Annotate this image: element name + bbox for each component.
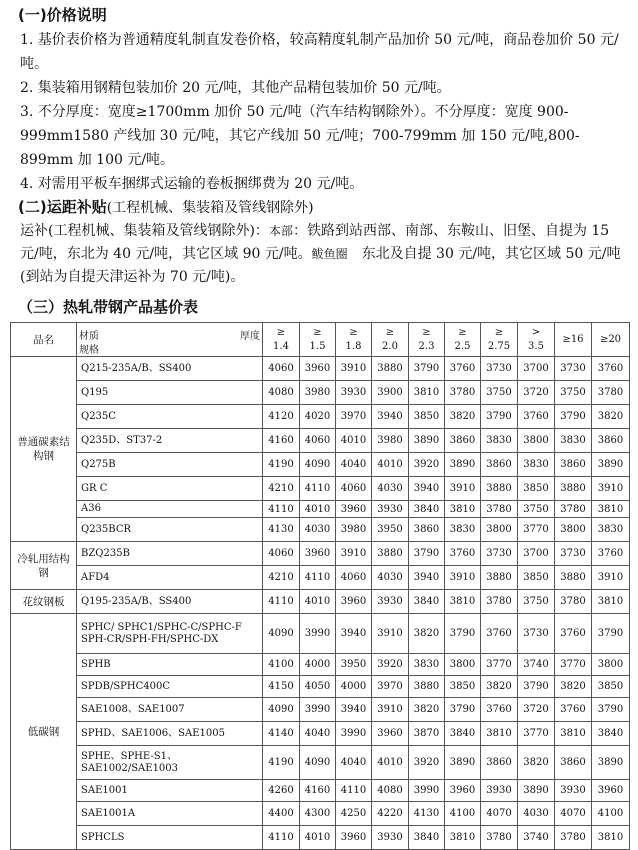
price-cell: 3770 xyxy=(518,518,555,542)
price-cell: 3730 xyxy=(481,542,518,566)
price-cell: 3820 xyxy=(555,676,592,698)
price-cell: 4210 xyxy=(263,566,300,590)
table-row xyxy=(11,802,630,826)
price-cell: 4110 xyxy=(336,780,372,802)
price-cell: 3720 xyxy=(518,381,555,405)
section3-title: （三）热轧带钢产品基价表 xyxy=(18,298,199,316)
price-cell: 4070 xyxy=(555,802,592,826)
header-col-symbol: ≥ xyxy=(276,326,286,338)
price-cell: 3880 xyxy=(372,357,409,381)
header-material: 材质 xyxy=(79,330,99,342)
price-cell: 4030 xyxy=(372,566,409,590)
price-cell: 3790 xyxy=(409,542,445,566)
price-cell: 3830 xyxy=(409,654,445,676)
price-cell: 4090 xyxy=(300,453,336,477)
table-row xyxy=(11,566,630,590)
material-spec: SPDB/SPHC400C xyxy=(77,676,263,698)
price-cell: 3960 xyxy=(300,357,336,381)
price-cell: 3760 xyxy=(481,698,518,722)
price-cell: 3960 xyxy=(336,590,372,614)
price-cell: 4100 xyxy=(263,654,300,676)
price-cell: 4010 xyxy=(372,453,409,477)
price-cell: 3990 xyxy=(300,614,336,654)
price-cell: 3780 xyxy=(481,501,518,518)
header-spec: 规格 xyxy=(79,344,99,356)
price-cell: 3800 xyxy=(592,654,630,676)
price-cell: 3820 xyxy=(409,614,445,654)
section1-title: (一)价格说明 xyxy=(18,6,107,24)
price-cell: 3780 xyxy=(481,590,518,614)
price-cell: 3790 xyxy=(592,614,630,654)
price-cell: 3950 xyxy=(336,654,372,676)
price-cell: 3830 xyxy=(445,518,481,542)
material-spec: A36 xyxy=(77,501,263,518)
price-note-1: 1. 基价表价格为普通精度轧制直发卷价格，较高精度轧制产品加价 50 元/吨，商品卷加价 50 元/吨。 xyxy=(20,32,619,72)
price-cell: 4130 xyxy=(263,518,300,542)
price-cell: 4130 xyxy=(409,802,445,826)
bayuquan-label: 鲅鱼圈 xyxy=(311,247,348,261)
price-cell: 3740 xyxy=(518,826,555,850)
price-cell: 3840 xyxy=(445,722,481,746)
material-spec: Q215-235A/B、SS400 xyxy=(77,357,263,381)
price-cell: 3790 xyxy=(555,405,592,429)
price-cell: 3850 xyxy=(409,405,445,429)
price-cell: 3940 xyxy=(336,698,372,722)
price-cell: 3810 xyxy=(445,826,481,850)
material-spec: SAE1001A xyxy=(77,802,263,826)
price-cell: 3800 xyxy=(518,429,555,453)
header-col-symbol: ≥16 xyxy=(562,333,584,345)
price-cell: 3760 xyxy=(445,357,481,381)
price-cell: 3980 xyxy=(300,381,336,405)
material-spec: SPHB xyxy=(77,654,263,676)
price-cell: 4030 xyxy=(372,477,409,501)
price-cell: 3880 xyxy=(481,566,518,590)
price-cell: 3730 xyxy=(555,357,592,381)
price-cell: 3780 xyxy=(481,826,518,850)
price-cell: 4110 xyxy=(263,501,300,518)
header-thickness-col xyxy=(592,323,630,357)
price-cell: 4020 xyxy=(300,405,336,429)
header-col-symbol: ≥ xyxy=(313,326,322,338)
price-cell: 3930 xyxy=(372,590,409,614)
freight-subsidy-text xyxy=(20,220,622,289)
price-cell: 4030 xyxy=(518,802,555,826)
table-row xyxy=(11,542,630,566)
price-note-2: 2. 集装箱用钢精包装加价 20 元/吨，其他产品精包装加价 50 元/吨。 xyxy=(20,80,451,96)
price-cell: 3780 xyxy=(555,590,592,614)
header-col-symbol: ≥ xyxy=(349,326,358,338)
table-row xyxy=(11,405,630,429)
price-cell: 3880 xyxy=(372,542,409,566)
header-col-value: 2.75 xyxy=(487,340,511,352)
price-cell: 3920 xyxy=(372,654,409,676)
price-cell: 3970 xyxy=(336,405,372,429)
header-thickness-col xyxy=(409,323,445,357)
price-cell: 3840 xyxy=(409,590,445,614)
material-spec: Q235D、ST37-2 xyxy=(77,429,263,453)
price-cell: 4040 xyxy=(300,722,336,746)
price-cell: 4070 xyxy=(481,802,518,826)
price-cell: 3890 xyxy=(445,453,481,477)
price-cell: 3910 xyxy=(445,566,481,590)
price-cell: 3790 xyxy=(592,698,630,722)
price-cell: 3750 xyxy=(555,381,592,405)
price-cell: 4120 xyxy=(263,405,300,429)
price-cell: 3790 xyxy=(445,698,481,722)
material-spec: Q195 xyxy=(77,381,263,405)
material-spec: Q275B xyxy=(77,453,263,477)
material-spec: SPHD、SAE1006、SAE1005 xyxy=(77,722,263,746)
price-cell: 3930 xyxy=(555,780,592,802)
table-row xyxy=(11,780,630,802)
price-cell: 4400 xyxy=(263,802,300,826)
price-cell: 3930 xyxy=(372,826,409,850)
price-cell: 3790 xyxy=(481,405,518,429)
header-col-symbol: ≥ xyxy=(422,326,431,338)
header-thickness-col xyxy=(445,323,481,357)
price-cell: 3860 xyxy=(481,746,518,780)
price-cell: 4010 xyxy=(372,746,409,780)
header-thickness-col xyxy=(518,323,555,357)
price-cell: 3970 xyxy=(372,676,409,698)
price-cell: 4040 xyxy=(336,746,372,780)
price-cell: 4210 xyxy=(263,477,300,501)
material-spec: Q235C xyxy=(77,405,263,429)
price-cell: 4190 xyxy=(263,453,300,477)
table-row xyxy=(11,381,630,405)
header-col-value: 1.4 xyxy=(273,340,289,352)
price-cell: 3860 xyxy=(592,429,630,453)
header-col-value: 2.5 xyxy=(454,340,471,352)
header-thickness-col xyxy=(300,323,336,357)
header-col-symbol: ≥ xyxy=(458,326,467,338)
price-cell: 3760 xyxy=(555,698,592,722)
price-cell: 3930 xyxy=(372,501,409,518)
price-cell: 4140 xyxy=(263,722,300,746)
price-cell: 3730 xyxy=(481,357,518,381)
price-cell: 3910 xyxy=(336,542,372,566)
price-cell: 3770 xyxy=(555,654,592,676)
price-cell: 3790 xyxy=(518,676,555,698)
price-cell: 3750 xyxy=(518,590,555,614)
price-cell: 4110 xyxy=(300,566,336,590)
price-cell: 3810 xyxy=(445,501,481,518)
price-cell: 3930 xyxy=(481,780,518,802)
header-col-symbol: ≥ xyxy=(385,326,395,338)
price-cell: 3960 xyxy=(336,501,372,518)
header-thickness-col xyxy=(336,323,372,357)
price-cell: 3840 xyxy=(409,826,445,850)
freight-subsidy-bayuquan: 东北及自提 30 元/吨，其它区域 50 元/吨(到站为自提天津运补为 70 元/吨)。 xyxy=(20,246,621,285)
price-cell: 3790 xyxy=(445,614,481,654)
price-cell: 3810 xyxy=(592,826,630,850)
price-cell: 3830 xyxy=(518,453,555,477)
price-cell: 3810 xyxy=(445,590,481,614)
product-category: 普通碳素结构钢 xyxy=(11,357,77,542)
price-cell: 3780 xyxy=(445,381,481,405)
price-cell: 4030 xyxy=(300,518,336,542)
header-thickness-col xyxy=(263,323,300,357)
price-cell: 3830 xyxy=(592,518,630,542)
price-cell: 3870 xyxy=(409,722,445,746)
section2-title-wrap xyxy=(18,196,314,217)
price-cell: 4010 xyxy=(300,501,336,518)
price-cell: 3910 xyxy=(592,566,630,590)
price-cell: 3960 xyxy=(445,780,481,802)
price-cell: 3780 xyxy=(592,381,630,405)
price-cell: 4000 xyxy=(336,676,372,698)
price-cell: 4090 xyxy=(263,698,300,722)
price-cell: 4150 xyxy=(263,676,300,698)
price-cell: 3760 xyxy=(555,614,592,654)
price-cell: 3890 xyxy=(518,780,555,802)
price-cell: 4300 xyxy=(300,802,336,826)
material-spec: AFD4 xyxy=(77,566,263,590)
header-col-value: 3.5 xyxy=(528,340,544,352)
header-col-value: 1.8 xyxy=(345,340,362,352)
product-category: 低碳钢 xyxy=(11,614,77,850)
price-cell: 4060 xyxy=(336,566,372,590)
price-cell: 4060 xyxy=(263,542,300,566)
price-cell: 3730 xyxy=(555,542,592,566)
price-cell: 3860 xyxy=(555,453,592,477)
price-cell: 4110 xyxy=(263,826,300,850)
price-cell: 3960 xyxy=(372,722,409,746)
header-col-value: 2.0 xyxy=(382,340,398,352)
material-spec: Q195-235A/B、SS400 xyxy=(77,590,263,614)
table-row xyxy=(11,722,630,746)
table-row xyxy=(11,453,630,477)
table-row xyxy=(11,654,630,676)
price-cell: 4110 xyxy=(263,590,300,614)
material-spec: SPHE、SPHE-S1、 SAE1002/SAE1003 xyxy=(77,746,263,780)
price-cell: 4080 xyxy=(372,780,409,802)
price-cell: 3960 xyxy=(300,542,336,566)
price-cell: 3840 xyxy=(409,501,445,518)
price-cell: 3880 xyxy=(481,477,518,501)
header-col-value: 1.5 xyxy=(309,340,326,352)
price-cell: 3810 xyxy=(481,722,518,746)
table-row xyxy=(11,698,630,722)
price-cell: 3940 xyxy=(409,566,445,590)
price-cell: 3960 xyxy=(336,826,372,850)
table-row xyxy=(11,614,630,654)
price-cell: 3810 xyxy=(555,722,592,746)
price-cell: 3790 xyxy=(409,357,445,381)
price-cell: 4160 xyxy=(263,429,300,453)
price-cell: 4100 xyxy=(592,802,630,826)
material-spec: GR C xyxy=(77,477,263,501)
price-cell: 3820 xyxy=(481,676,518,698)
price-cell: 4090 xyxy=(263,614,300,654)
price-cell: 4250 xyxy=(336,802,372,826)
price-cell: 3890 xyxy=(409,429,445,453)
price-cell: 3750 xyxy=(481,381,518,405)
price-cell: 4060 xyxy=(336,477,372,501)
table-row xyxy=(11,501,630,518)
base-label: 本部 xyxy=(268,224,293,238)
header-product: 品名 xyxy=(11,323,77,357)
price-cell: 3910 xyxy=(372,698,409,722)
price-cell: 4110 xyxy=(300,477,336,501)
material-spec: SAE1008、SAE1007 xyxy=(77,698,263,722)
table-row xyxy=(11,826,630,850)
price-cell: 3860 xyxy=(445,429,481,453)
price-cell: 3820 xyxy=(409,698,445,722)
price-cell: 4040 xyxy=(336,453,372,477)
price-cell: 3880 xyxy=(409,676,445,698)
price-cell: 3880 xyxy=(555,566,592,590)
price-cell: 4090 xyxy=(300,746,336,780)
price-cell: 4010 xyxy=(300,590,336,614)
material-spec: Q235BCR xyxy=(77,518,263,542)
price-cell: 3830 xyxy=(555,429,592,453)
price-cell: 3980 xyxy=(336,518,372,542)
table-row xyxy=(11,357,630,381)
price-cell: 3770 xyxy=(481,654,518,676)
material-spec: SAE1001 xyxy=(77,780,263,802)
price-cell: 4060 xyxy=(300,429,336,453)
table-row xyxy=(11,590,630,614)
freight-subsidy-base: ：铁路到站西部、南部、东鞍山、旧堡、自提为 15 元/吨，东北为 40 元/吨，其它区域 90 元/吨。 xyxy=(20,223,610,262)
price-cell: 3940 xyxy=(336,614,372,654)
table-header-row xyxy=(11,323,630,357)
price-cell: 3930 xyxy=(336,381,372,405)
section2-title-note: (工程机械、集装箱及管线钢除外) xyxy=(106,200,314,216)
price-cell: 3810 xyxy=(592,590,630,614)
price-table xyxy=(10,322,630,850)
price-cell: 3940 xyxy=(372,405,409,429)
price-cell: 3860 xyxy=(555,746,592,780)
price-cell: 3700 xyxy=(518,542,555,566)
price-cell: 4190 xyxy=(263,746,300,780)
price-table-body xyxy=(11,323,630,850)
table-row xyxy=(11,518,630,542)
price-cell: 3810 xyxy=(592,501,630,518)
price-cell: 3910 xyxy=(372,614,409,654)
section2-title: (二)运距补贴 xyxy=(18,198,107,216)
price-cell: 3700 xyxy=(518,357,555,381)
header-thickness-col xyxy=(555,323,592,357)
price-cell: 3760 xyxy=(481,614,518,654)
price-cell: 3820 xyxy=(518,746,555,780)
price-cell: 3830 xyxy=(481,429,518,453)
price-cell: 3760 xyxy=(445,542,481,566)
price-cell: 3890 xyxy=(592,746,630,780)
price-cell: 3920 xyxy=(409,746,445,780)
table-row xyxy=(11,477,630,501)
price-cell: 3820 xyxy=(445,405,481,429)
price-cell: 3840 xyxy=(592,722,630,746)
price-cell: 4010 xyxy=(300,826,336,850)
price-cell: 4060 xyxy=(263,357,300,381)
price-note-3: 3. 不分厚度：宽度≥1700mm 加价 50 元/吨（汽车结构钢除外）。不分厚度：宽度 900-999mm1580 产线加 30 元/吨，其它产线加 50 元/吨；700-799mm 加 150 元/吨,800-899mm 加 100 元/吨。 xyxy=(20,104,580,168)
header-thickness: 厚度 xyxy=(240,330,260,342)
freight-subsidy-intro: 运补(工程机械、集装箱及管线钢除外)： xyxy=(20,223,269,239)
price-cell: 3860 xyxy=(409,518,445,542)
price-cell: 4050 xyxy=(300,676,336,698)
price-cell: 3810 xyxy=(409,381,445,405)
price-cell: 4080 xyxy=(263,381,300,405)
table-row xyxy=(11,429,630,453)
price-cell: 4260 xyxy=(263,780,300,802)
product-category: 冷轧用结构钢 xyxy=(11,542,77,590)
price-cell: 3760 xyxy=(518,405,555,429)
price-cell: 4220 xyxy=(372,802,409,826)
price-cell: 3990 xyxy=(300,698,336,722)
price-cell: 3910 xyxy=(336,357,372,381)
price-cell: 3850 xyxy=(518,566,555,590)
price-cell: 3850 xyxy=(592,676,630,698)
price-cell: 3770 xyxy=(518,722,555,746)
price-cell: 3880 xyxy=(555,477,592,501)
price-cell: 3990 xyxy=(409,780,445,802)
price-cell: 3800 xyxy=(481,518,518,542)
price-cell: 4160 xyxy=(300,780,336,802)
price-cell: 3940 xyxy=(409,477,445,501)
price-cell: 3800 xyxy=(445,654,481,676)
price-cell: 3760 xyxy=(592,542,630,566)
price-cell: 3760 xyxy=(592,357,630,381)
price-cell: 3860 xyxy=(481,453,518,477)
price-cell: 4010 xyxy=(336,429,372,453)
table-row xyxy=(11,676,630,698)
price-cell: 3890 xyxy=(592,453,630,477)
price-cell: 3820 xyxy=(592,405,630,429)
price-cell: 3920 xyxy=(409,453,445,477)
header-spec-cell xyxy=(77,323,263,357)
header-col-symbol: ≥ xyxy=(494,326,504,338)
price-cell: 3720 xyxy=(518,698,555,722)
header-thickness-col xyxy=(481,323,518,357)
price-cell: 3780 xyxy=(555,826,592,850)
product-category: 花纹钢板 xyxy=(11,590,77,614)
price-cell: 3900 xyxy=(372,381,409,405)
price-cell: 3750 xyxy=(518,501,555,518)
table-row xyxy=(11,746,630,780)
price-note-4: 4. 对需用平板车捆绑式运输的卷板捆绑费为 20 元/吨。 xyxy=(20,176,364,192)
header-col-value: 2.3 xyxy=(418,340,435,352)
price-cell: 3990 xyxy=(336,722,372,746)
material-spec: BZQ235B xyxy=(77,542,263,566)
price-cell: 3850 xyxy=(518,477,555,501)
price-cell: 3730 xyxy=(518,614,555,654)
material-spec: SPHC/ SPHC1/SPHC-C/SPHC-F SPH-CR/SPH-FH/SPHC-DX xyxy=(77,614,263,654)
price-cell: 3910 xyxy=(592,477,630,501)
price-cell: 4000 xyxy=(300,654,336,676)
price-cell: 3960 xyxy=(592,780,630,802)
price-cell: 3800 xyxy=(555,518,592,542)
price-cell: 3890 xyxy=(445,746,481,780)
price-cell: 3850 xyxy=(445,676,481,698)
price-cell: 4100 xyxy=(445,802,481,826)
price-cell: 3780 xyxy=(555,501,592,518)
material-spec: SPHCLS xyxy=(77,826,263,850)
price-cell: 3740 xyxy=(518,654,555,676)
price-cell: 3950 xyxy=(372,518,409,542)
header-thickness-col xyxy=(372,323,409,357)
price-cell: 3980 xyxy=(372,429,409,453)
price-cell: 3910 xyxy=(445,477,481,501)
header-col-symbol: ≥20 xyxy=(599,333,622,345)
header-col-symbol: > xyxy=(531,326,541,338)
